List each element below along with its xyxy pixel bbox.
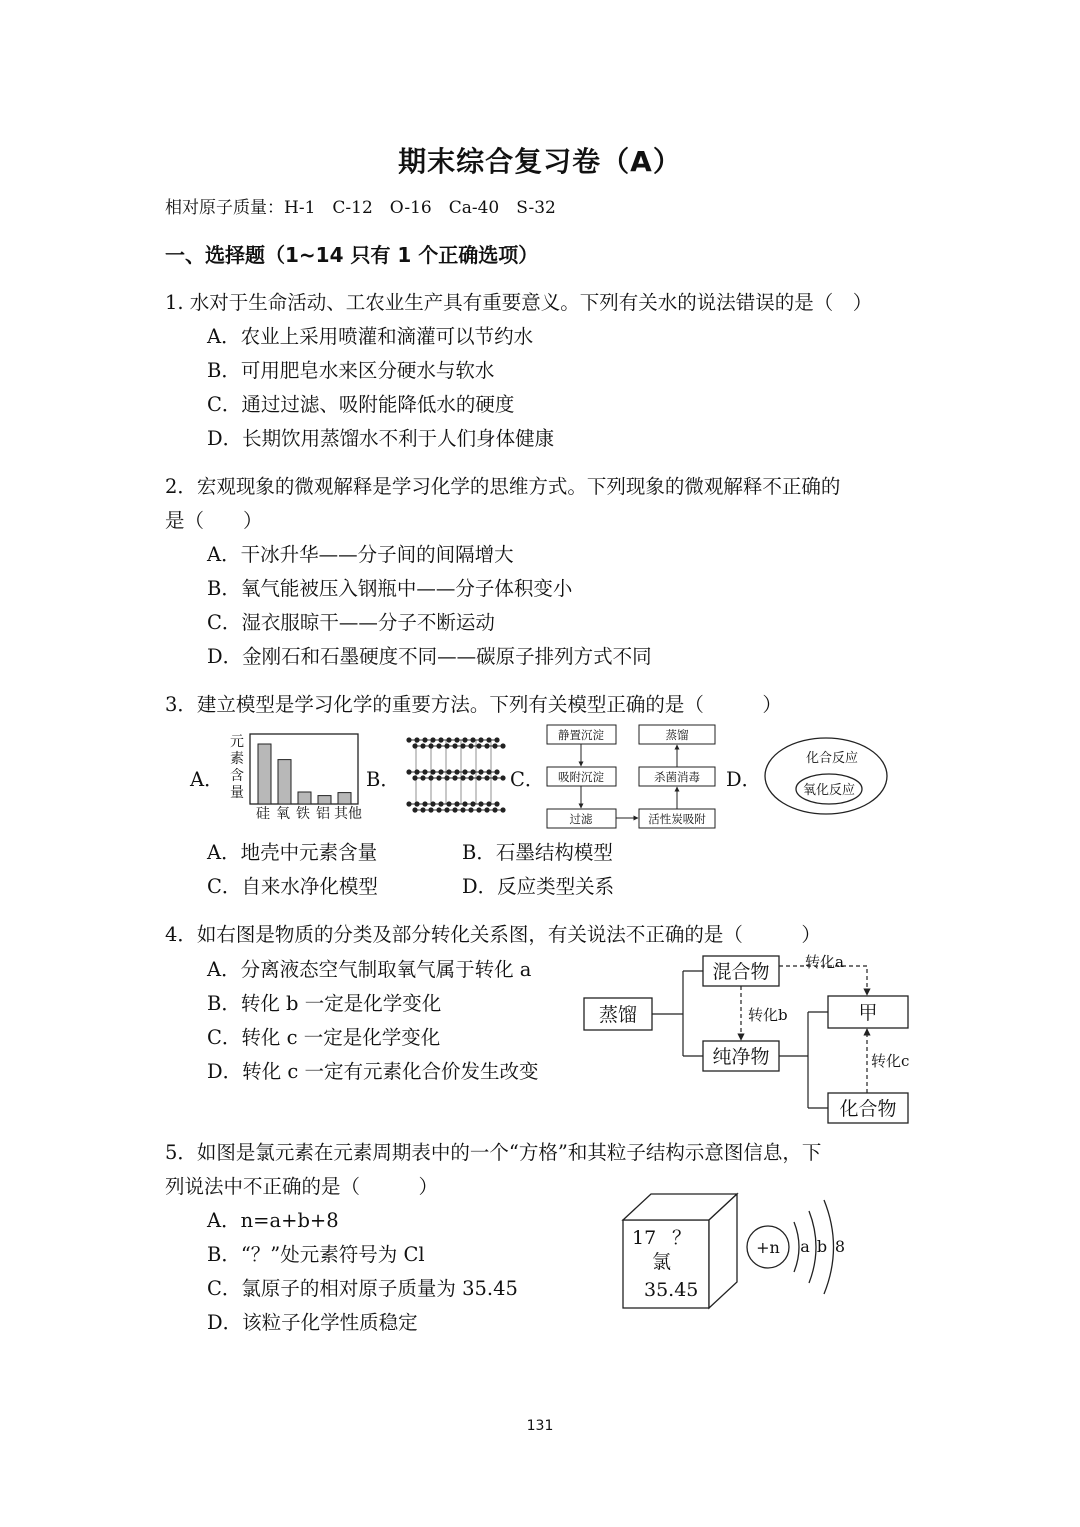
graphite-atom (492, 775, 497, 780)
graphite-atom (484, 743, 489, 748)
label-pure: 纯净物 (712, 1046, 770, 1068)
q4-option-b: B．转化 b 一定是化学变化 (207, 992, 442, 1015)
graphite-atom (486, 737, 491, 742)
graphite-atom (468, 807, 473, 812)
q1-stem: 1. 水对于生命活动、工农业生产具有重要意义。下列有关水的说法错误的是（ ） (165, 291, 873, 314)
label-transform-c: 转化c (871, 1052, 910, 1070)
q5-stem-line2: 列说法中不正确的是（ ） (165, 1175, 439, 1198)
graphite-atom (500, 775, 505, 780)
q4-option-c: C．转化 c 一定是化学变化 (207, 1026, 441, 1049)
flow-text-1: 静置沉淀 (558, 728, 604, 742)
graphite-atom (444, 807, 449, 812)
graphite-atom (406, 769, 411, 774)
graphite-atom (494, 769, 499, 774)
q5-option-c: C．氯原子的相对原子质量为 35.45 (207, 1277, 518, 1300)
graphite-atom (446, 737, 451, 742)
graphite-atom (452, 743, 457, 748)
nucleus-label: +n (756, 1238, 780, 1257)
graphite-atom (422, 801, 427, 806)
atomic-masses: 相对原子质量：H-1 C-12 O-16 Ca-40 S-32 (165, 198, 556, 218)
q3-option-c: C．自来水净化模型 (207, 875, 378, 898)
graphite-atom (422, 769, 427, 774)
graphite-atom (438, 801, 443, 806)
q2-option-b: B．氧气能被压入钢瓶中——分子体积变小 (207, 577, 573, 600)
graphite-atom (454, 737, 459, 742)
q5-option-d: D．该粒子化学性质稳定 (207, 1311, 418, 1334)
cell-element-name: 氯 (652, 1251, 672, 1273)
q3-option-b: B．石墨结构模型 (462, 841, 613, 864)
q4-option-d: D．转化 c 一定有元素化合价发生改变 (207, 1060, 539, 1083)
q2-stem-line1: 2．宏观现象的微观解释是学习化学的思维方式。下列现象的微观解释不正确的 (165, 475, 841, 498)
q1-option-c: C．通过过滤、吸附能降低水的硬度 (207, 393, 515, 416)
graphite-atom (492, 743, 497, 748)
shell-arc-2 (809, 1211, 816, 1283)
graphite-atom (430, 801, 435, 806)
graphite-atom (478, 737, 483, 742)
chart-category-label: 其他 (334, 806, 362, 822)
graphite-atom (444, 743, 449, 748)
page-number: 131 (526, 1418, 554, 1434)
graphite-atom (486, 801, 491, 806)
cell-symbol: ？ (672, 1227, 692, 1249)
label-transform-a: 转化a (805, 953, 844, 971)
q5-option-b: B．“？”处元素符号为 Cl (207, 1243, 425, 1266)
graphite-atom (494, 737, 499, 742)
flow-text-3: 吸附沉淀 (558, 770, 604, 784)
graphite-atom (452, 807, 457, 812)
graphite-atom (438, 769, 443, 774)
graphite-atom (428, 743, 433, 748)
q3-option-a: A．地壳中元素含量 (207, 841, 378, 864)
graphite-atom (430, 769, 435, 774)
graphite-atom (422, 737, 427, 742)
graphite-atom (476, 807, 481, 812)
graphite-atom (462, 769, 467, 774)
q3-stem: 3．建立模型是学习化学的重要方法。下列有关模型正确的是（ ） (165, 693, 782, 716)
graphite-atom (460, 807, 465, 812)
q3-label-d: D． (726, 768, 762, 791)
graphite-atom (454, 769, 459, 774)
shell-arc-1 (794, 1222, 799, 1272)
graphite-atom (468, 775, 473, 780)
graphite-atom (412, 743, 417, 748)
shell-electrons-2: b (816, 1237, 828, 1256)
graphite-atom (500, 807, 505, 812)
graphite-atom (406, 737, 411, 742)
section-heading: 一、选择题（1~14 只有 1 个正确选项） (165, 243, 539, 267)
graphite-atom (412, 807, 417, 812)
q5-stem-line1: 5．如图是氯元素在元素周期表中的一个“方格”和其粒子结构示意图信息，下 (165, 1141, 822, 1164)
graphite-atom (486, 769, 491, 774)
graphite-atom (484, 807, 489, 812)
graphite-atom (438, 737, 443, 742)
graphite-atom (476, 743, 481, 748)
graphite-atom (414, 737, 419, 742)
page-title: 期末综合复习卷（A） (398, 145, 682, 178)
chart-bar (338, 793, 351, 804)
chart-ylabel-char: 量 (230, 785, 244, 801)
graphite-atom (452, 775, 457, 780)
venn-inner-label: 氧化反应 (802, 783, 856, 798)
graphite-atom (446, 801, 451, 806)
flow-text-5: 过滤 (569, 812, 593, 826)
graphite-structure-model (404, 730, 506, 822)
label-jia: 甲 (858, 1002, 878, 1024)
chart-ylabel-char: 含 (230, 768, 244, 784)
chart-bar (318, 796, 331, 804)
graphite-atom (470, 801, 475, 806)
graphite-atom (460, 775, 465, 780)
flow-text-2: 蒸馏 (665, 728, 689, 742)
graphite-atom (470, 737, 475, 742)
chart-category-label: 硅 (256, 806, 270, 822)
venn-outer-ellipse (765, 738, 887, 814)
graphite-atom (428, 775, 433, 780)
label-compound: 化合物 (839, 1098, 897, 1120)
label-mixture: 混合物 (712, 961, 770, 983)
q1-option-b: B．可用肥皂水来区分硬水与软水 (207, 359, 495, 382)
graphite-atom (446, 769, 451, 774)
graphite-atom (454, 801, 459, 806)
label-root: 蒸馏 (598, 1004, 638, 1026)
chart-category-label: 氧 (276, 806, 290, 822)
shell-electrons-1: a (800, 1237, 810, 1256)
chart-bar (258, 744, 271, 804)
water-purification-flow (540, 722, 722, 832)
graphite-atom (420, 775, 425, 780)
chart-category-label: 铝 (316, 806, 330, 822)
graphite-atom (462, 737, 467, 742)
q3-label-a: A． (190, 768, 224, 791)
graphite-atom (430, 737, 435, 742)
graphite-atom (462, 801, 467, 806)
graphite-atom (484, 775, 489, 780)
q5-option-a: A．n=a+b+8 (207, 1209, 339, 1232)
q2-option-a: A．干冰升华——分子间的间隔增大 (207, 543, 514, 566)
flow-text-6: 活性炭吸附 (648, 812, 706, 826)
graphite-atom (444, 775, 449, 780)
chart-ylabel-char: 素 (230, 751, 244, 767)
q3-option-d: D．反应类型关系 (462, 875, 615, 898)
q2-option-c: C．湿衣服晾干——分子不断运动 (207, 611, 495, 634)
graphite-atom (420, 807, 425, 812)
chart-category-label: 铁 (296, 806, 310, 822)
label-transform-b: 转化b (748, 1006, 788, 1024)
cell-atomic-mass: 35.45 (644, 1279, 699, 1301)
graphite-atom (420, 743, 425, 748)
q2-stem-line2: 是（ ） (165, 509, 263, 532)
q1-option-a: A．农业上采用喷灌和滴灌可以节约水 (207, 325, 534, 348)
graphite-atom (436, 743, 441, 748)
chlorine-element-and-atom (618, 1190, 858, 1315)
graphite-atom (414, 801, 419, 806)
q4-option-a: A．分离液态空气制取氧气属于转化 a (207, 958, 532, 981)
graphite-atom (476, 775, 481, 780)
venn-outer-label: 化合反应 (805, 751, 859, 766)
reaction-type-venn (762, 735, 892, 817)
chart-ylabel-char: 元 (230, 734, 244, 750)
flow-text-4: 杀菌消毒 (654, 770, 700, 784)
graphite-atom (468, 743, 473, 748)
shell-electrons-3: 8 (834, 1237, 846, 1256)
graphite-atom (492, 807, 497, 812)
cell-atomic-number: 17 (632, 1227, 657, 1249)
graphite-atom (478, 801, 483, 806)
graphite-atom (436, 775, 441, 780)
classification-diagram (575, 948, 920, 1128)
q1-option-d: D．长期饮用蒸馏水不利于人们身体健康 (207, 427, 555, 450)
graphite-atom (494, 801, 499, 806)
chart-bar (298, 792, 311, 804)
graphite-atom (500, 743, 505, 748)
chart-bar (278, 760, 291, 804)
q4-stem: 4．如右图是物质的分类及部分转化关系图，有关说法不正确的是（ ） (165, 923, 821, 946)
graphite-atom (406, 801, 411, 806)
graphite-atom (436, 807, 441, 812)
graphite-atom (412, 775, 417, 780)
graphite-atom (414, 769, 419, 774)
q3-label-c: C． (510, 768, 545, 791)
graphite-atom (460, 743, 465, 748)
graphite-atom (428, 807, 433, 812)
element-content-bar-chart (225, 730, 365, 825)
q3-label-b: B． (366, 768, 400, 791)
graphite-atom (470, 769, 475, 774)
graphite-atom (478, 769, 483, 774)
q2-option-d: D．金刚石和石墨硬度不同——碳原子排列方式不同 (207, 645, 652, 668)
